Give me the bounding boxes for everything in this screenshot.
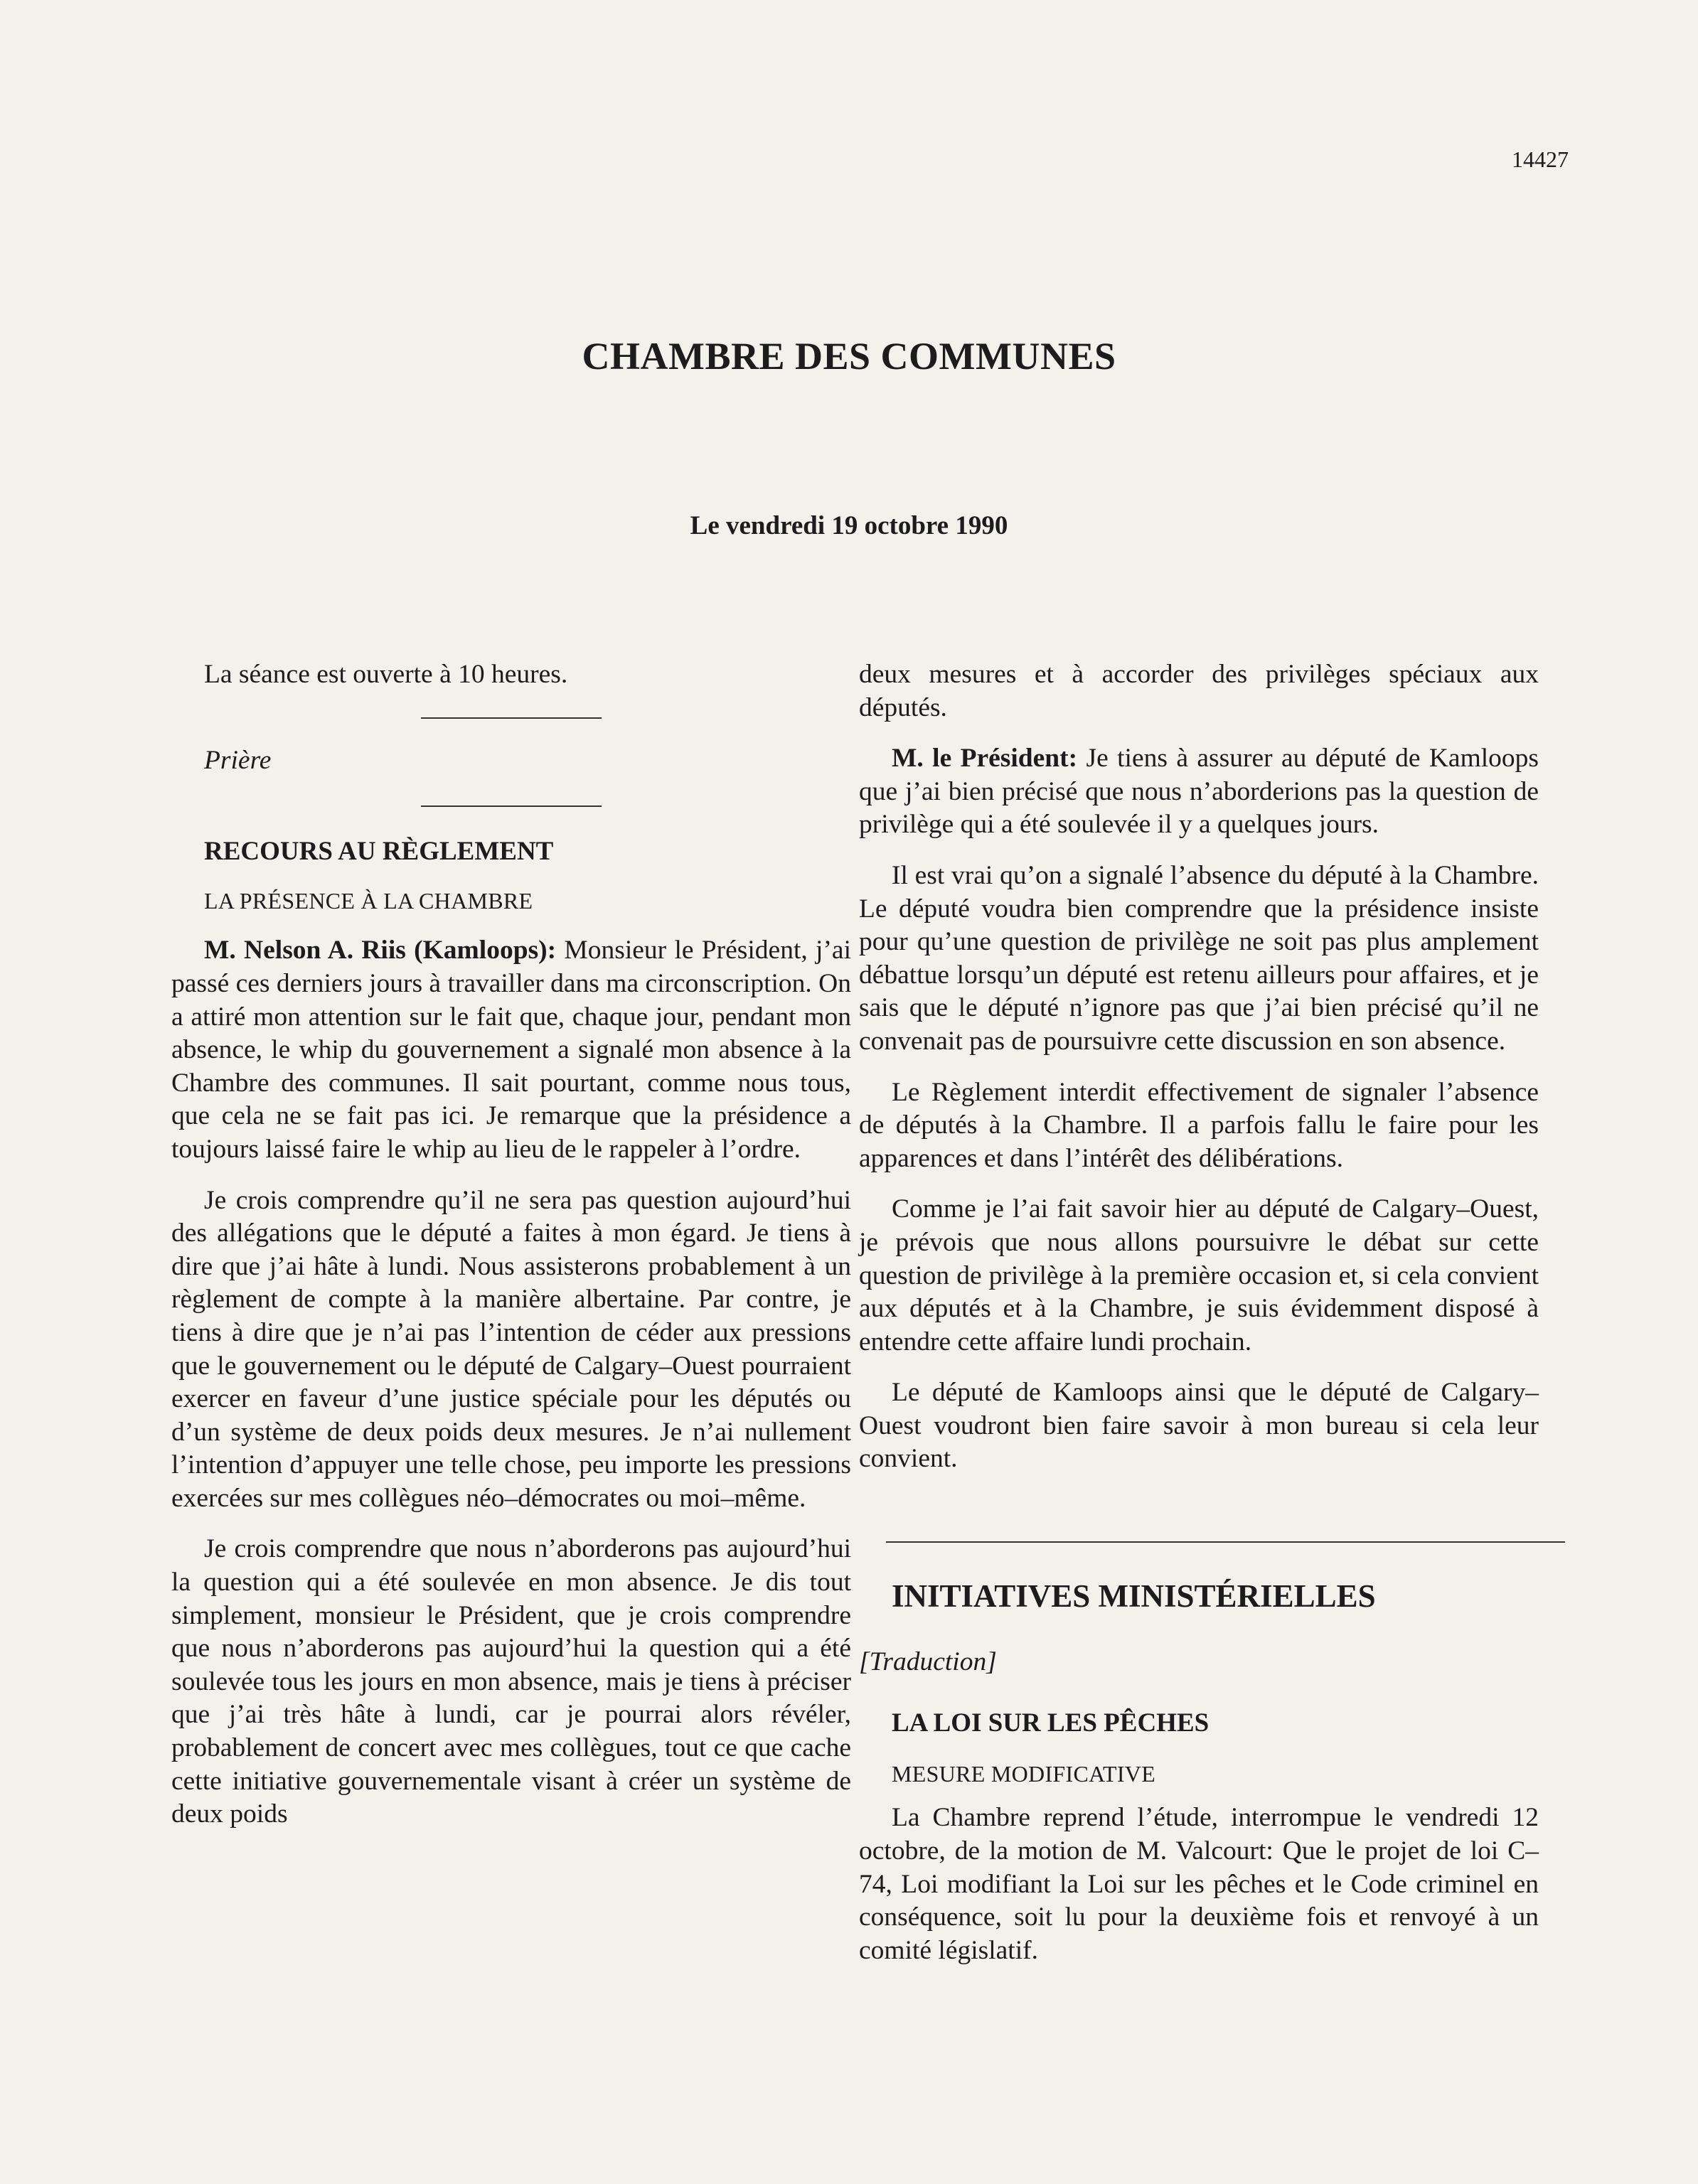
paragraph-riis: [171, 934, 851, 1166]
speech-text: Je tiens à assurer au député de Kamloops que j’ai bien précisé que nous n’aborderions pas la question de privilège qui a été soulevée il y a quelques jours.: [859, 744, 1539, 840]
divider: [421, 717, 602, 719]
sub-heading-presence: LA PRÉSENCE À LA CHAMBRE: [204, 887, 533, 914]
paragraph: Je crois comprendre qu’il ne sera pas question aujourd’hui des allégations que le député a faites à mon égard. Je tiens à dire que j’ai hâte à lundi. Nous assisterons probablement à un règlement de compte à la manière albertaine. Par contre, je tiens à dire que je n’ai pas l’intention de céder aux pressions que le gouvernement ou le député de Calgary–Ouest pourraient exercer en faveur d’une justice spéciale pour les députés ou d’un système de deux poids deux mesures. Je n’ai nullement l’intention d’appuyer une telle chose, peu importe les pressions exercées sur mes collègues néo–démocrates ou moi–même.: [171, 1185, 851, 1513]
paragraph: Le député de Kamloops ainsi que le député de Calgary–Ouest voudront bien faire savoir à mon bureau si cela leur convient.: [859, 1378, 1539, 1474]
sitting-date: Le vendredi 19 octobre 1990: [690, 511, 1008, 540]
paragraph-motion: La Chambre reprend l’étude, interrompue le vendredi 12 octobre, de la motion de M. Valcourt: Que le projet de loi C–74, Loi modifiant la Loi sur les pêches et le Code criminel en conséquence, soit lu pour la deuxième fois et renvoyé à un comité législatif.: [859, 1803, 1539, 1965]
speaker-name: M. Nelson A. Riis (Kamloops):: [204, 936, 557, 965]
right-column: [859, 658, 1539, 1985]
speech-text: Monsieur le Président, j’ai passé ces derniers jours à travailler dans ma circonscription. On a attiré mon attention sur le fait que, chaque jour, pendant mon absence, le whip du gouvernement a signalé mon absence à la Chambre des communes. Il sait pourtant, comme nous tous, que cela ne se fait pas ici. Je remarque que la présidence a toujours laissé faire le whip au lieu de le rappeler à l’ordre.: [171, 936, 851, 1164]
page-number: 14427: [1512, 146, 1569, 172]
bill-heading: LA LOI SUR LES PÊCHES: [892, 1708, 1210, 1738]
section-heading-recours: RECOURS AU RÈGLEMENT: [204, 837, 554, 867]
divider: [421, 805, 602, 807]
section-heading-initiatives: INITIATIVES MINISTÉRIELLES: [892, 1578, 1376, 1615]
paragraph-continued: deux mesures et à accorder des privilèges spéciaux aux députés.: [859, 660, 1539, 722]
paragraph: Il est vrai qu’on a signalé l’absence du député à la Chambre. Le député voudra bien comprendre que la présidence insiste pour qu’une question de privilège ne soit pas plus amplement débattue lorsqu’un député est retenu ailleurs pour affaires, et je sais que le député n’ignore pas que j’ai bien précisé qu’il ne convenait pas de poursuivre cette discussion en son absence.: [859, 860, 1539, 1056]
bill-sub-heading: MESURE MODIFICATIVE: [892, 1760, 1156, 1787]
paragraph: Le Règlement interdit effectivement de signaler l’absence de députés à la Chambre. Il a parfois fallu le faire pour les apparences et dans l’intérêt des délibérations.: [859, 1077, 1539, 1173]
left-column: [171, 658, 851, 1849]
paragraph-president: [859, 742, 1539, 842]
document-title: CHAMBRE DES COMMUNES: [582, 335, 1116, 378]
priere-heading: Prière: [204, 745, 272, 775]
traduction-note: [Traduction]: [859, 1647, 997, 1676]
opening-line: La séance est ouverte à 10 heures.: [204, 660, 568, 689]
paragraph: Je crois comprendre que nous n’aborderons pas aujourd’hui la question qui a été soulevée en mon absence. Je dis tout simplement, monsieur le Président, que je crois comprendre que nous n’aborderons pas aujourd’hui la question qui a été soulevée tous les jours en mon absence, mais je tiens à préciser que j’ai très hâte à lundi, car je pourrai alors révéler, probablement de concert avec mes collègues, tout ce que cache cette initiative gouvernementale visant à créer un système de deux poids: [171, 1534, 851, 1829]
paragraph: Comme je l’ai fait savoir hier au député de Calgary–Ouest, je prévois que nous allons poursuivre le débat sur cette question de privilège à la première occasion et, si cela convient aux députés et à la Chambre, je suis évidemment disposé à entendre cette affaire lundi prochain.: [859, 1194, 1539, 1356]
section-divider: [886, 1541, 1565, 1543]
speaker-name: M. le Président:: [892, 744, 1078, 774]
